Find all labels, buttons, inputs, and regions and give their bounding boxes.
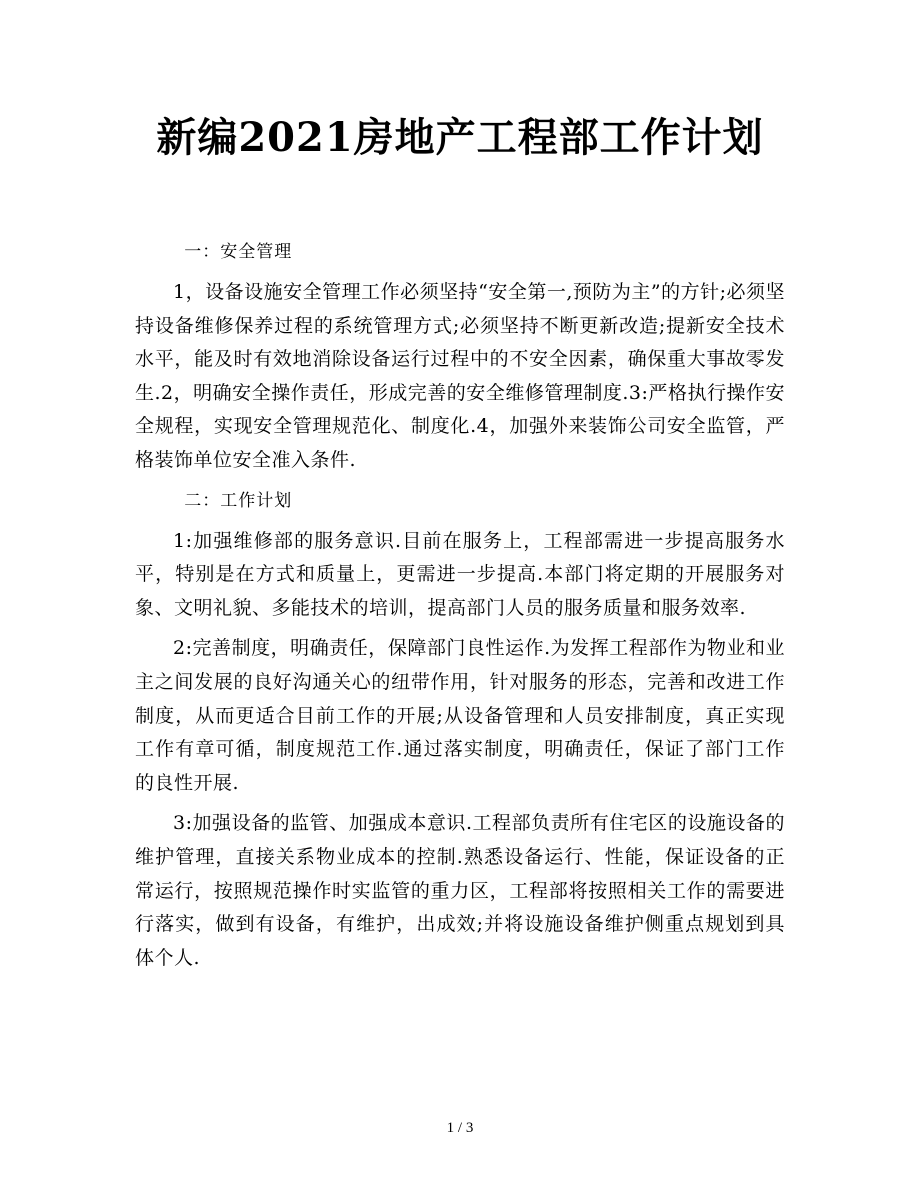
paragraph: 1，设备设施安全管理工作必须坚持“安全第一,预防为主”的方针;必须坚持设备维修保养过程的系统管理方式;必须坚持不断更新改造;提新安全技术水平，能及时有效地消除设备运行过程中的不安全因素，确保重大事故零发生.2，明确安全操作责任，形成完善的安全维修管理制度.3:严格执行操作安全规程，实现安全管理规范化、制度化.4，加强外来装饰公司安全监管，严格装饰单位安全准入条件. [135, 281, 785, 471]
document-body [135, 236, 785, 982]
section-heading: 一：安全管理 [184, 242, 293, 262]
page-number: 1 / 3 [446, 1120, 474, 1136]
document-title: 新编2021房地产工程部工作计划 [156, 114, 764, 161]
section-safety-management [135, 236, 785, 478]
paragraph: 2:完善制度，明确责任，保障部门良性运作.为发挥工程部作为物业和业主之间发展的良好沟通关心的纽带作用，针对服务的形态，完善和改进工作制度，从而更适合目前工作的开展;从设备管理和人员安排制度，真正实现工作有章可循，制度规范工作.通过落实制度，明确责任，保证了部门工作的良性开展. [135, 637, 785, 794]
paragraph: 1:加强维修部的服务意识.目前在服务上，工程部需进一步提高服务水平，特别是在方式和质量上，更需进一步提高.本部门将定期的开展服务对象、文明礼貌、多能技术的培训，提高部门人员的服务质量和服务效率. [135, 529, 785, 619]
section-heading: 二：工作计划 [184, 490, 293, 511]
section-work-plan [135, 485, 785, 976]
paragraph: 3:加强设备的监管、加强成本意识.工程部负责所有住宅区的设施设备的维护管理，直接关系物业成本的控制.熟悉设备运行、性能，保证设备的正常运行，按照规范操作时实监管的重力区，工程部将按照相关工作的需要进行落实，做到有设备，有维护，出成效;并将设施设备维护侧重点规划到具体个人. [135, 812, 785, 969]
